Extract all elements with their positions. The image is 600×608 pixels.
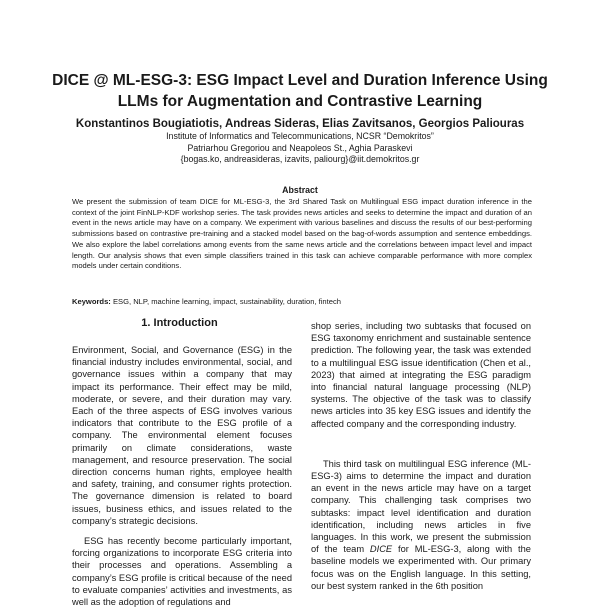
- abstract-text: We present the submission of team DICE for ML-ESG-3, the 3rd Shared Task on Multilingual ESG impact duration inference in the context of the joint FinNLP-KDF workshop series. The task provides news articles and seeks to determine the impact and duration of an event in the news article may have on a company. We experiment with various baselines and discuss the results of our best-performing submissions based on contrastive pre-training and a stacked model based on the bag-of-words assumption and sentence embeddings. We also explore the label correlations among events from the same news article and the correlations between impact level and impact length. Our analysis shows that even simple classifiers trained in this task can achieve comparable performance with more complex models under certain conditions.: [72, 197, 532, 271]
- paper-title: DICE @ ML-ESG-3: ESG Impact Level and Duration Inference Using LLMs for Augmentation and Contrastive Learning: [52, 72, 548, 110]
- keywords-line: [72, 297, 532, 308]
- affiliation-line-address: Patriarhou Gregoriou and Neapoleos St., Aghia Paraskevi: [187, 142, 413, 153]
- abstract-heading: Abstract: [282, 185, 318, 195]
- section-heading-introduction: 1. Introduction: [141, 317, 218, 329]
- intro-paragraph-1: Environment, Social, and Governance (ESG) in the financial industry includes environmental, social, and governance issues within a company that may impact its performance. Their effect may be mild, moderate, or severe, and their duration may vary. Each of the three aspects of ESG involves various indicators that contribute to the ESG profile of a company. The environmental element focuses primarily on climate considerations, waste management, and resource preservation. The social direction concerns human rights, employee health and safety, training, and consumer rights protection. The governance dimension is related to board issues, business ethics, and issues related to the company’s strategic decisions.: [72, 345, 292, 526]
- intro-paragraph-4: [311, 458, 531, 592]
- intro-paragraph-2: ESG has recently become particularly important, forcing organizations to incorporate ESG criteria into their processes and operations. Assembling a company’s ESG profile is critical because of the need to evaluate companies’ activities and investments, as well as the adoption of regulations and: [72, 536, 292, 608]
- keywords-label: Keywords:: [72, 297, 111, 306]
- right-column: [311, 320, 531, 592]
- affiliation-block: [40, 131, 560, 166]
- intro-paragraph-3: shop series, including two subtasks that focused on ESG taxonomy enrichment and sustainable sentence prediction. The following year, the task was extended to a multilingual ESG issue identification (Chen et al., 2023) that aimed at integrating the ESG paradigm into financial natural language processing (NLP) systems. The objective of the task was to classify news articles into 35 key ESG issues and identify the affected company and the corresponding industry.: [311, 321, 531, 429]
- author-list: Konstantinos Bougiatiotis, Andreas Sideras, Elias Zavitsanos, Georgios Paliouras: [75, 118, 525, 130]
- team-name: DICE: [369, 544, 393, 555]
- affiliation-line-institute: Institute of Informatics and Telecommunications, NCSR “Demokritos”: [166, 131, 434, 141]
- paragraph-4-part-2: for ML-ESG-3, along with the baseline models we experimented with. Our primary focus was on the English language. In this setting, our best system ranked in the 6th position: [311, 544, 531, 591]
- paragraph-4-part-1: This third task on multilingual ESG inference (ML-ESG-3) aims to determine the impact and duration an event in the news article may have on a target company. This challenging task comprises two subtasks: impact level identification and duration identification, including news articles in five languages. In this work, we present the submission of the team: [311, 458, 531, 555]
- left-column: [72, 344, 292, 608]
- affiliation-line-emails: {bogas.ko, andreasideras, izavits, paliourg}@iit.demokritos.gr: [180, 154, 420, 164]
- keywords-text: ESG, NLP, machine learning, impact, sustainability, duration, fintech: [110, 297, 342, 306]
